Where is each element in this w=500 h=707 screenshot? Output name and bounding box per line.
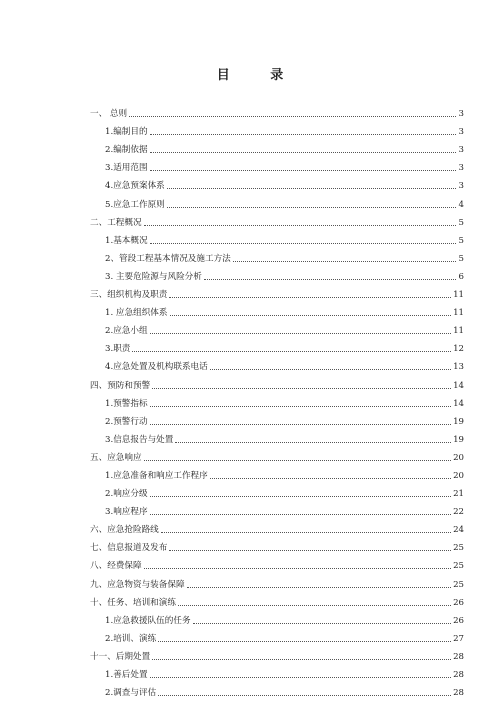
toc-entry[interactable] (90, 463, 464, 481)
toc-entry[interactable] (90, 191, 464, 209)
page-title: 目 录 (216, 68, 302, 83)
toc-entry-label: 三、组织机构及职责 (90, 290, 168, 301)
toc-entry[interactable] (90, 571, 464, 589)
toc-entry-page-number: 11 (453, 308, 464, 319)
toc-entry[interactable] (90, 680, 464, 698)
toc-entry-page-number: 19 (453, 416, 464, 427)
toc-entry-label: 1.基本概况 (105, 235, 148, 246)
toc-dot-leader (150, 169, 456, 171)
toc-dot-leader (210, 368, 451, 370)
toc-entry-label: 十一、后期处置 (90, 651, 151, 662)
toc-entry-page-number: 20 (453, 470, 464, 481)
toc-entry-page-number: 3 (458, 145, 464, 156)
toc-entry-label: 一、 总则 (90, 109, 128, 120)
toc-dot-leader (210, 477, 451, 479)
toc-entry-page-number: 28 (453, 670, 464, 680)
toc-dot-leader (169, 296, 451, 298)
toc-entry-page-number: 26 (453, 615, 464, 626)
toc-entry-page-number: 27 (453, 633, 464, 644)
toc-entry[interactable] (90, 499, 464, 517)
toc-entry-page-number: 11 (453, 290, 464, 301)
toc-entry-page-number: 28 (453, 651, 464, 662)
toc-entry-label: 2、管段工程基本情况及施工方法 (105, 253, 231, 264)
toc-entry-page-number: 26 (453, 597, 464, 608)
toc-dot-leader (132, 350, 451, 352)
toc-entry-label: 十、任务、培训和演练 (90, 597, 176, 608)
toc-dot-leader (144, 459, 451, 461)
toc-entry[interactable] (90, 300, 464, 318)
toc-entry-page-number: 14 (453, 380, 464, 391)
toc-entry-label: 2.响应分级 (105, 489, 148, 500)
toc-entry-page-number: 24 (453, 525, 464, 536)
toc-entry[interactable] (90, 445, 464, 463)
toc-entry[interactable] (90, 372, 464, 390)
toc-entry-page-number: 13 (453, 362, 464, 373)
toc-entry-label: 4.应急处置及机构联系电话 (105, 362, 208, 373)
toc-entry-label: 2.应急小组 (105, 326, 148, 337)
toc-dot-leader (187, 586, 452, 588)
toc-dot-leader (167, 187, 456, 189)
toc-entry-label: 3.响应程序 (105, 507, 148, 518)
toc-entry-label: 3.职责 (105, 344, 131, 355)
toc-entry-page-number: 3 (458, 181, 464, 192)
toc-dot-leader (150, 405, 451, 407)
toc-entry-label: 2.培训、演练 (105, 633, 157, 644)
toc-entry-page-number: 20 (453, 452, 464, 463)
toc-entry-label: 1. 应急组织体系 (105, 308, 168, 319)
toc-entry-label: 1.应急准备和响应工作程序 (105, 470, 208, 481)
toc-dot-leader (144, 224, 456, 226)
toc-entry-label: 1.编制目的 (105, 127, 148, 138)
toc-entry-page-number: 11 (453, 326, 464, 337)
toc-entry[interactable] (90, 644, 464, 662)
toc-dot-leader (150, 151, 456, 153)
toc-dot-leader (150, 495, 451, 497)
toc-dot-leader (150, 242, 456, 244)
toc-dot-leader (175, 441, 451, 443)
toc-entry-page-number: 6 (458, 271, 464, 282)
toc-entry[interactable] (90, 282, 464, 300)
toc-dot-leader (158, 694, 451, 696)
toc-entry-page-number: 3 (458, 127, 464, 138)
toc-entry[interactable] (90, 590, 464, 608)
toc-entry[interactable] (90, 246, 464, 264)
toc-dot-leader (150, 513, 451, 515)
toc-entry[interactable] (90, 155, 464, 173)
table-of-contents (90, 101, 464, 698)
toc-dot-leader (178, 604, 451, 606)
toc-dot-leader (150, 332, 451, 334)
toc-entry-label: 七、信息报道及发布 (90, 543, 168, 554)
toc-dot-leader (150, 133, 456, 135)
toc-entry[interactable] (90, 101, 464, 119)
toc-entry[interactable] (90, 662, 464, 680)
toc-entry[interactable] (90, 608, 464, 626)
toc-dot-leader (129, 115, 456, 117)
toc-entry-label: 1.善后处置 (105, 670, 148, 680)
toc-entry-page-number: 25 (453, 579, 464, 590)
toc-entry[interactable] (90, 228, 464, 246)
toc-entry[interactable] (90, 354, 464, 372)
toc-entry-page-number: 5 (458, 235, 464, 246)
toc-dot-leader (204, 278, 456, 280)
toc-dot-leader (144, 567, 451, 569)
toc-entry-label: 1.应急救援队伍的任务 (105, 615, 191, 626)
toc-entry-label: 5.应急工作原则 (105, 199, 165, 210)
toc-entry[interactable] (90, 318, 464, 336)
toc-dot-leader (152, 387, 451, 389)
toc-entry[interactable] (90, 626, 464, 644)
toc-dot-leader (233, 260, 456, 262)
toc-entry[interactable] (90, 409, 464, 427)
toc-entry-label: 4.应急预案体系 (105, 181, 165, 192)
toc-dot-leader (167, 206, 456, 208)
toc-entry-label: 3.适用范围 (105, 163, 148, 174)
toc-dot-leader (158, 640, 451, 642)
toc-entry-label: 2.编制依据 (105, 145, 148, 156)
toc-entry-label: 八、经费保障 (90, 561, 142, 572)
toc-entry-label: 九、应急物资与装备保障 (90, 579, 185, 590)
toc-entry[interactable] (90, 427, 464, 445)
toc-entry-page-number: 21 (453, 489, 464, 500)
toc-entry[interactable] (90, 173, 464, 191)
toc-entry-label: 2.调查与评估 (105, 688, 157, 699)
toc-dot-leader (170, 314, 452, 316)
toc-dot-leader (169, 549, 451, 551)
toc-entry-page-number: 12 (453, 344, 464, 355)
toc-dot-leader (152, 658, 451, 660)
toc-entry-page-number: 22 (453, 507, 464, 518)
toc-entry-label: 二、工程概况 (90, 217, 142, 228)
toc-entry-page-number: 14 (453, 398, 464, 409)
toc-entry[interactable] (90, 481, 464, 499)
toc-entry-page-number: 28 (453, 688, 464, 699)
toc-entry-label: 1.预警指标 (105, 398, 148, 409)
toc-entry[interactable] (90, 137, 464, 155)
toc-entry-page-number: 25 (453, 561, 464, 572)
toc-entry[interactable] (90, 264, 464, 282)
toc-entry-page-number: 19 (453, 434, 464, 445)
toc-entry[interactable] (90, 336, 464, 354)
toc-dot-leader (150, 676, 451, 678)
toc-entry[interactable] (90, 391, 464, 409)
toc-dot-leader (150, 423, 451, 425)
toc-entry[interactable] (90, 517, 464, 535)
toc-entry-page-number: 25 (453, 543, 464, 554)
toc-entry-page-number: 5 (458, 217, 464, 228)
toc-entry[interactable] (90, 210, 464, 228)
toc-dot-leader (161, 531, 451, 533)
toc-entry-label: 3. 主要危险源与风险分析 (105, 271, 202, 282)
toc-entry[interactable] (90, 553, 464, 571)
toc-entry-page-number: 3 (458, 109, 464, 120)
toc-entry-label: 六、应急抢险路线 (90, 525, 159, 536)
toc-entry-label: 3.信息报告与处置 (105, 434, 174, 445)
toc-dot-leader (193, 622, 452, 624)
toc-entry-label: 五、应急响应 (90, 452, 142, 463)
toc-entry-page-number: 5 (458, 253, 464, 264)
toc-entry[interactable] (90, 535, 464, 553)
toc-entry-label: 四、预防和预警 (90, 380, 151, 391)
toc-entry-label: 2.预警行动 (105, 416, 148, 427)
toc-entry-page-number: 3 (458, 163, 464, 174)
toc-entry[interactable] (90, 119, 464, 137)
toc-entry-page-number: 4 (458, 199, 464, 210)
